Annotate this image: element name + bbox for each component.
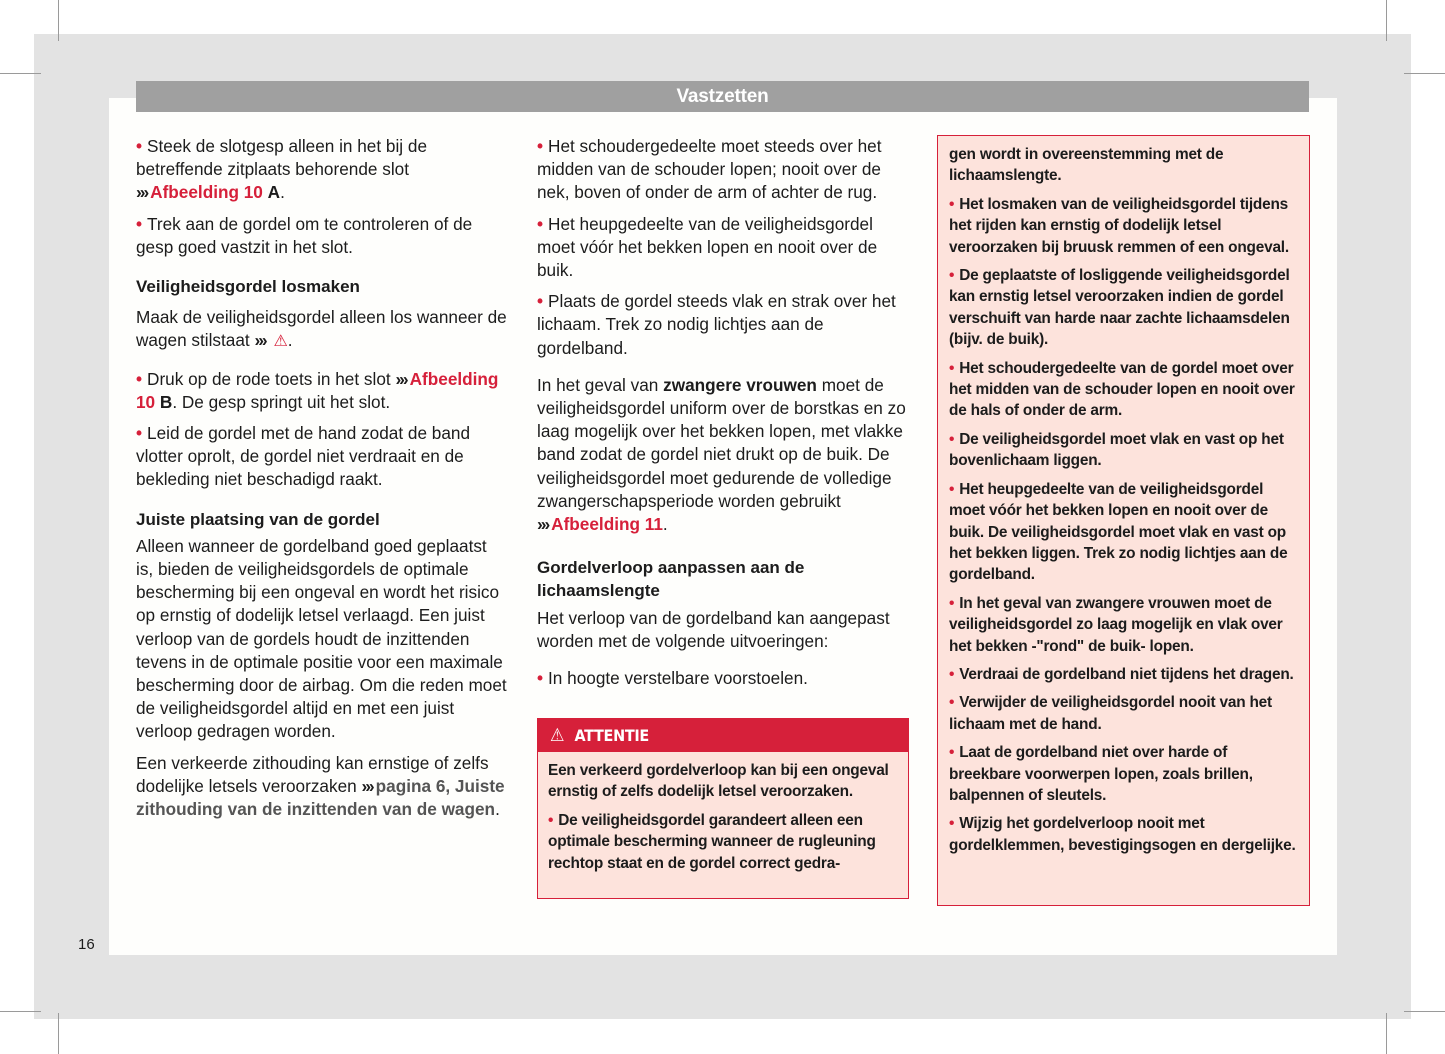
warning-continuation-box	[937, 135, 1310, 906]
section-header-bar	[136, 81, 1309, 112]
subheading: Juiste plaatsing van de gordel	[136, 509, 380, 529]
paragraph: Het verloop van de gordelband kan aangepast worden met de volgende uitvoeringen:	[537, 607, 890, 651]
arrows-icon: ›››	[254, 330, 266, 351]
arrows-icon: ›››	[136, 182, 148, 203]
page-number: 16	[78, 936, 95, 953]
list-item: • Het losmaken van de veiligheidsgordel tijdens het rijden kan ernstig of dodelijk letsel veroorzaken bij bruusk remmen of een ongeval.	[949, 194, 1299, 258]
list-item: • De geplaatste of losliggende veiligheidsgordel kan ernstig letsel veroorzaken indien de gordel verschuift van harde naar zachte lichaamsdelen (bijv. de buik).	[949, 265, 1299, 351]
attention-body	[538, 752, 908, 874]
list-item: • Druk op de rode toets in het slot ››› Afbeelding 10 B. De gesp springt uit het slot.	[136, 368, 508, 414]
arrows-icon: ›››	[361, 775, 373, 796]
list-item: • Laat de gordelband niet over harde of breekbare voorwerpen lopen, zoals brillen, balpennen of sleutels.	[949, 742, 1299, 806]
list-item: • Verdraai de gordelband niet tijdens het dragen.	[949, 664, 1299, 685]
paragraph: gen wordt in overeenstemming met de lichaamslengte.	[949, 146, 1224, 185]
list-item: • Steek de slotgesp alleen in het bij de betreffende zitplaats behorende slot ››› Afbeelding 10 A.	[136, 135, 508, 205]
page-link[interactable]: pagina 6, Juiste zithouding van de inzittenden van de wagen	[136, 775, 505, 820]
figure-link[interactable]: Afbeelding 10	[150, 182, 263, 203]
paragraph: Maak de veiligheidsgordel alleen los wanneer de wagen stilstaat ››› ⚠.	[136, 307, 507, 351]
subheading: Veiligheidsgordel losmaken	[136, 277, 360, 297]
crop-mark	[1404, 1011, 1445, 1012]
crop-mark	[1386, 0, 1387, 41]
crop-mark	[0, 1011, 41, 1012]
list-item: • Trek aan de gordel om te controleren of de gesp goed vastzit in het slot.	[136, 213, 508, 259]
crop-mark	[0, 73, 41, 74]
figure-link[interactable]: Afbeelding 10	[136, 368, 499, 412]
list-item: • De veiligheidsgordel garandeert alleen een optimale bescherming wanneer de rugleuning rechtop staat en de gordel correct gedra-	[548, 810, 898, 874]
column-2	[537, 135, 909, 698]
arrows-icon: ›››	[395, 368, 407, 389]
subheading: Gordelverloop aanpassen aan de lichaamslengte	[537, 558, 805, 601]
list-item: • Leid de gordel met de hand zodat de band vlotter oprolt, de gordel niet verdraait en de bekleding niet beschadigd raakt.	[136, 422, 508, 492]
crop-mark	[58, 0, 59, 41]
figure-link[interactable]: Afbeelding 11	[551, 514, 663, 535]
attention-header	[538, 719, 908, 752]
list-item: • Het heupgedeelte van de veiligheidsgordel moet vóór het bekken lopen en nooit over de buik.	[537, 213, 909, 283]
list-item: • In het geval van zwangere vrouwen moet de veiligheidsgordel zo laag mogelijk en vlak over het bekken -"rond" de buik- lopen.	[949, 593, 1299, 657]
paragraph: In het geval van zwangere vrouwen moet de veiligheidsgordel uniform over de borstkas en zo laag mogelijk over het bekken lopen, met vlakke band zodat de gordel niet drukt op de buik. De veiligheidsgordel moet gedurende de volledige zwangerschapsperiode worden gebruikt ››› Afbeelding 11.	[537, 374, 906, 535]
list-item: • Het heupgedeelte van de veiligheidsgordel moet vóór het bekken lopen en nooit over de buik. De veiligheidsgordel moet vlak en vast op het bekken liggen. Trek zo nodig lichtjes aan de gordelband.	[949, 479, 1299, 586]
list-item: • In hoogte verstelbare voorstoelen.	[537, 667, 909, 690]
column-1	[136, 135, 508, 829]
crop-mark	[58, 1013, 59, 1054]
paragraph: Alleen wanneer de gordelband goed geplaatst is, bieden de veiligheidsgordels de optimale bescherming bij een ongeval en wordt het risico op ernstig of dodelijk letsel verlaagd. Een juist verloop van de gordels houdt de inzittenden tevens in de optimale positie voor een maximale bescherming door de airbag. Om die reden moet de veiligheidsgordel altijd en met een juist verloop gedragen worden.	[136, 535, 507, 742]
list-item: • Wijzig het gordelverloop nooit met gordelklemmen, bevestigingsogen en dergelijke.	[949, 813, 1299, 856]
section-title: Vastzetten	[676, 85, 769, 107]
list-item: • Verwijder de veiligheidsgordel nooit van het lichaam met de hand.	[949, 692, 1299, 735]
list-item: • De veiligheidsgordel moet vlak en vast op het bovenlichaam liggen.	[949, 429, 1299, 472]
arrows-icon: ›››	[537, 514, 549, 535]
crop-mark	[1404, 73, 1445, 74]
paragraph: Een verkeerd gordelverloop kan bij een ongeval ernstig of zelfs dodelijk letsel veroorzaken.	[548, 762, 889, 801]
crop-mark	[1386, 1013, 1387, 1054]
list-item: • Plaats de gordel steeds vlak en strak over het lichaam. Trek zo nodig lichtjes aan de gordelband.	[537, 290, 909, 360]
paragraph: Een verkeerde zithouding kan ernstige of zelfs dodelijke letsels veroorzaken ››› pagina 6, Juiste zithouding van de inzittenden van de wagen.	[136, 752, 505, 820]
attention-box	[537, 718, 909, 899]
list-item: • Het schoudergedeelte van de gordel moet over het midden van de schouder lopen en nooit over de hals of onder de arm.	[949, 358, 1299, 422]
list-item: • Het schoudergedeelte moet steeds over het midden van de schouder lopen; nooit over de nek, boven of onder de arm of achter de rug.	[537, 135, 909, 205]
attention-label: ATTENTIE	[574, 726, 649, 745]
warning-icon[interactable]: ⚠	[273, 333, 288, 351]
warning-icon: ⚠	[550, 725, 565, 746]
